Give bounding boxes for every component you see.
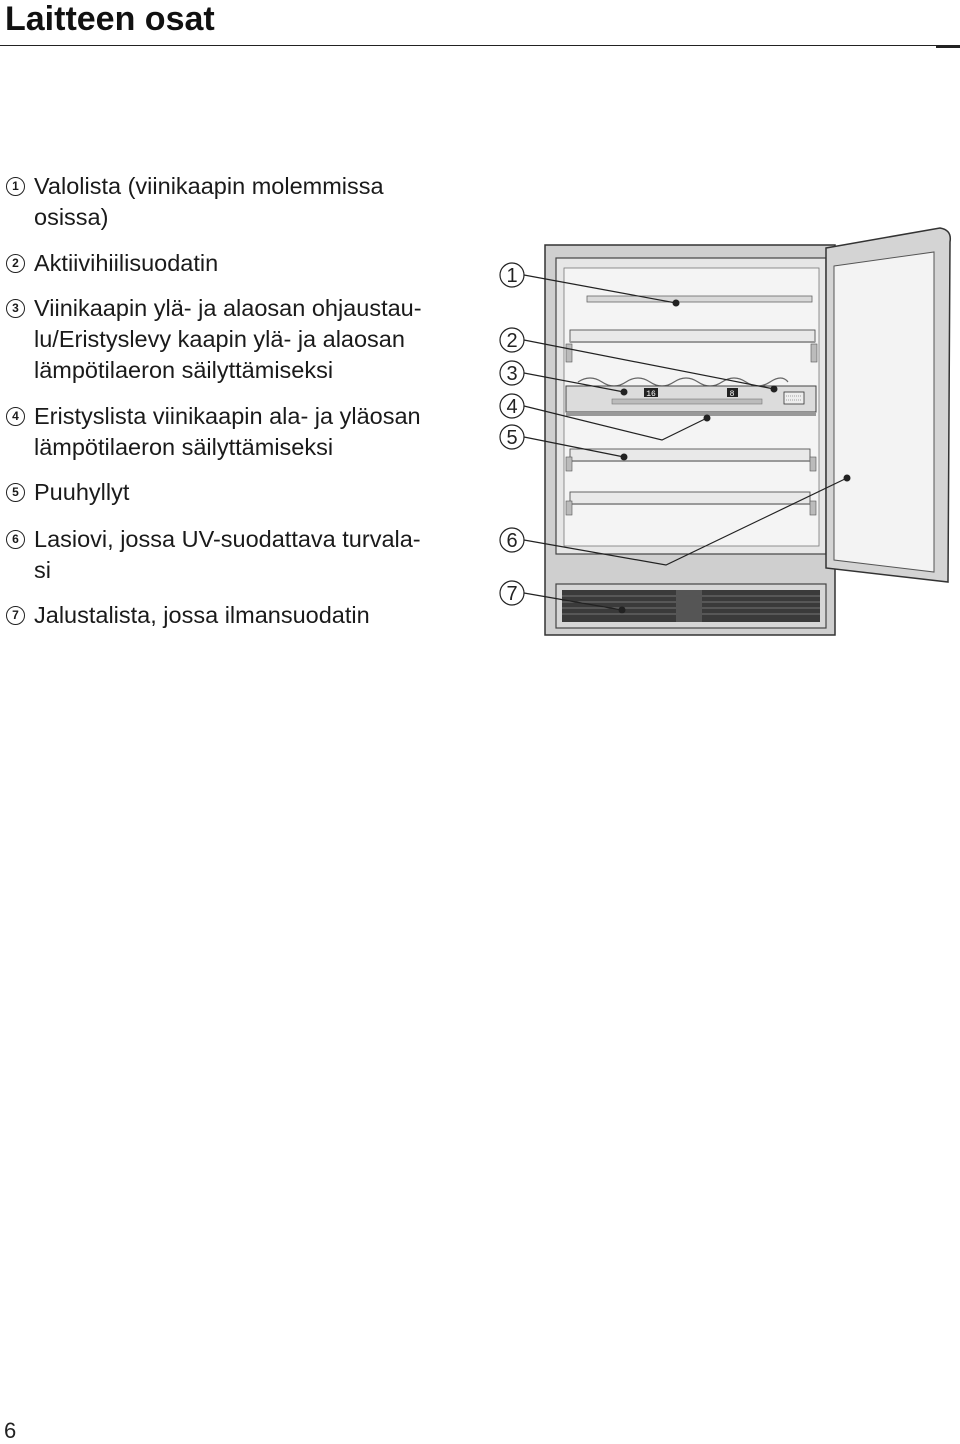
part-text-5: Puuhyllyt: [34, 479, 130, 505]
part-text-6: Lasiovi, jossa UV-suodattava turvala- si: [34, 526, 421, 583]
part-number-3: 3: [6, 299, 25, 318]
part-number-5: 5: [6, 483, 25, 502]
page-number: 6: [4, 1418, 17, 1443]
callout-7: 7: [506, 583, 518, 605]
insulation-strip: [566, 412, 816, 416]
title-rule-accent: [936, 45, 960, 48]
part-text-2: Aktiivihiilisuodatin: [34, 250, 219, 276]
filter-grille: [784, 392, 804, 404]
display-left-text: 16: [646, 390, 656, 399]
callout-6: 6: [506, 530, 518, 552]
wood-shelf-top: [570, 330, 815, 342]
part-number-6: 6: [6, 530, 25, 549]
part-number-7: 7: [6, 606, 25, 625]
part-number-4: 4: [6, 407, 25, 426]
callout-4: 4: [506, 396, 518, 418]
glass-door-inner: [834, 252, 934, 572]
control-panel-strip: [612, 399, 762, 404]
wine-cabinet-diagram: [490, 220, 960, 650]
callout-2: 2: [506, 330, 518, 352]
callout-5: 5: [506, 427, 518, 449]
wood-shelf-middle: [570, 449, 810, 461]
part-number-1: 1: [6, 177, 25, 196]
page-title: Laitteen osat: [5, 0, 215, 38]
callout-1: 1: [506, 265, 518, 287]
display-right-text: 8: [729, 390, 735, 399]
part-text-4: Eristyslista viinikaapin ala- ja yläosan lämpötilaeron säilyttämiseksi: [34, 403, 421, 460]
part-number-2: 2: [6, 254, 25, 273]
part-text-3: Viinikaapin ylä- ja alaosan ohjaustau- lu/Eristyslevy kaapin ylä- ja alaosan lämpötilaeron säilyttämiseksi: [34, 295, 422, 383]
parts-list: [0, 0, 480, 640]
wood-shelf-bottom: [570, 492, 810, 504]
light-strip: [587, 296, 812, 302]
callout-3: 3: [506, 363, 518, 385]
part-text-1: Valolista (viinikaapin molemmissa osissa): [34, 173, 384, 230]
part-text-7: Jalustalista, jossa ilmansuodatin: [34, 602, 370, 628]
